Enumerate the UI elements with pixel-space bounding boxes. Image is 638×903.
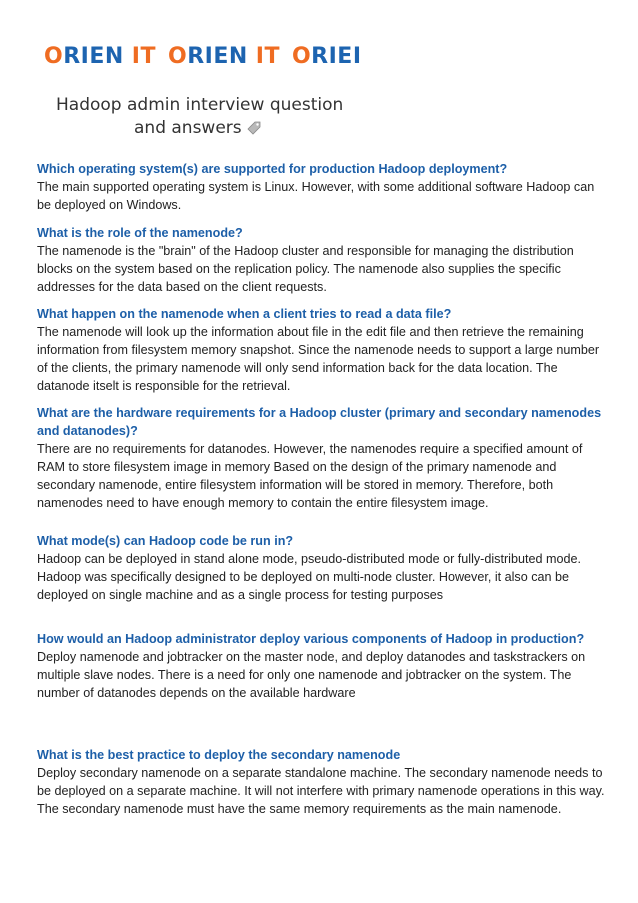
brand-logo: ORIEI [291,44,362,69]
question: What is the role of the namenode? [37,226,243,240]
question: What is the best practice to deploy the secondary namenode [37,748,401,762]
brand-logo-strip [44,44,400,70]
question: What happen on the namenode when a client tries to read a data file? [37,307,452,321]
answer: Hadoop can be deployed in stand alone mode, pseudo-distributed mode or fully-distributed mode. Hadoop was specifically designed to be deployed on multi-node cluster. However, it also can be deployed on single machine and as a single process for testing purposes [37,552,581,602]
qa-item [37,305,607,395]
qa-item [37,630,607,702]
answer: Deploy namenode and jobtracker on the master node, and deploy datanodes and taskstrackers on multiple slave nodes. There is a need for only one namenode and jobtracker on the system. The number of datanodes depends on the available hardware [37,650,586,700]
brand-logo: ORIEN IT [44,44,156,69]
question: Which operating system(s) are supported for production Hadoop deployment? [37,162,508,176]
qa-item [37,746,607,818]
question: What mode(s) can Hadoop code be run in? [37,534,294,548]
tag-icon [246,120,262,143]
qa-item [37,160,607,214]
qa-item [37,224,607,296]
brand-logo: ORIEN IT [167,44,280,69]
question: What are the hardware requirements for a Hadoop cluster (primary and secondary namenodes and datanodes)? [37,406,602,438]
answer: The main supported operating system is Linux. However, with some additional software Hadoop can be deployed on Windows. [37,180,595,212]
answer: The namenode is the "brain" of the Hadoop cluster and responsible for managing the distribution blocks on the system based on the replication policy. The namenode also supplies the specific addresses for the data based on the client requests. [37,244,574,294]
question: How would an Hadoop administrator deploy various components of Hadoop in production? [37,632,585,646]
qa-item [37,532,607,604]
page-title-line1: Hadoop admin interview question [56,95,344,115]
answer: Deploy secondary namenode on a separate standalone machine. The secondary namenode needs to be deployed on a separate machine. It will not interfere with primary namenode operations in this way. The secondary namenode must have the same memory requirements as the main namenode. [37,766,605,816]
answer: There are no requirements for datanodes. However, the namenodes require a specified amount of RAM to store filesystem image in memory Based on the design of the primary namenode and secondary namenode, entire filesystem information will be stored in memory. Therefore, both namenodes need to have enough memory to contain the entire filesystem image. [37,442,583,510]
qa-item [37,404,607,512]
page-title [56,94,376,143]
answer: The namenode will look up the information about file in the edit file and then retrieve the remaining information from filesystem memory snapshot. Since the namenode needs to support a large number of the clients, the primary namenode will only send information back for the data location. The datanode itselt is responsible for the retrieval. [37,325,600,393]
page-title-line2: and answers [134,118,242,138]
